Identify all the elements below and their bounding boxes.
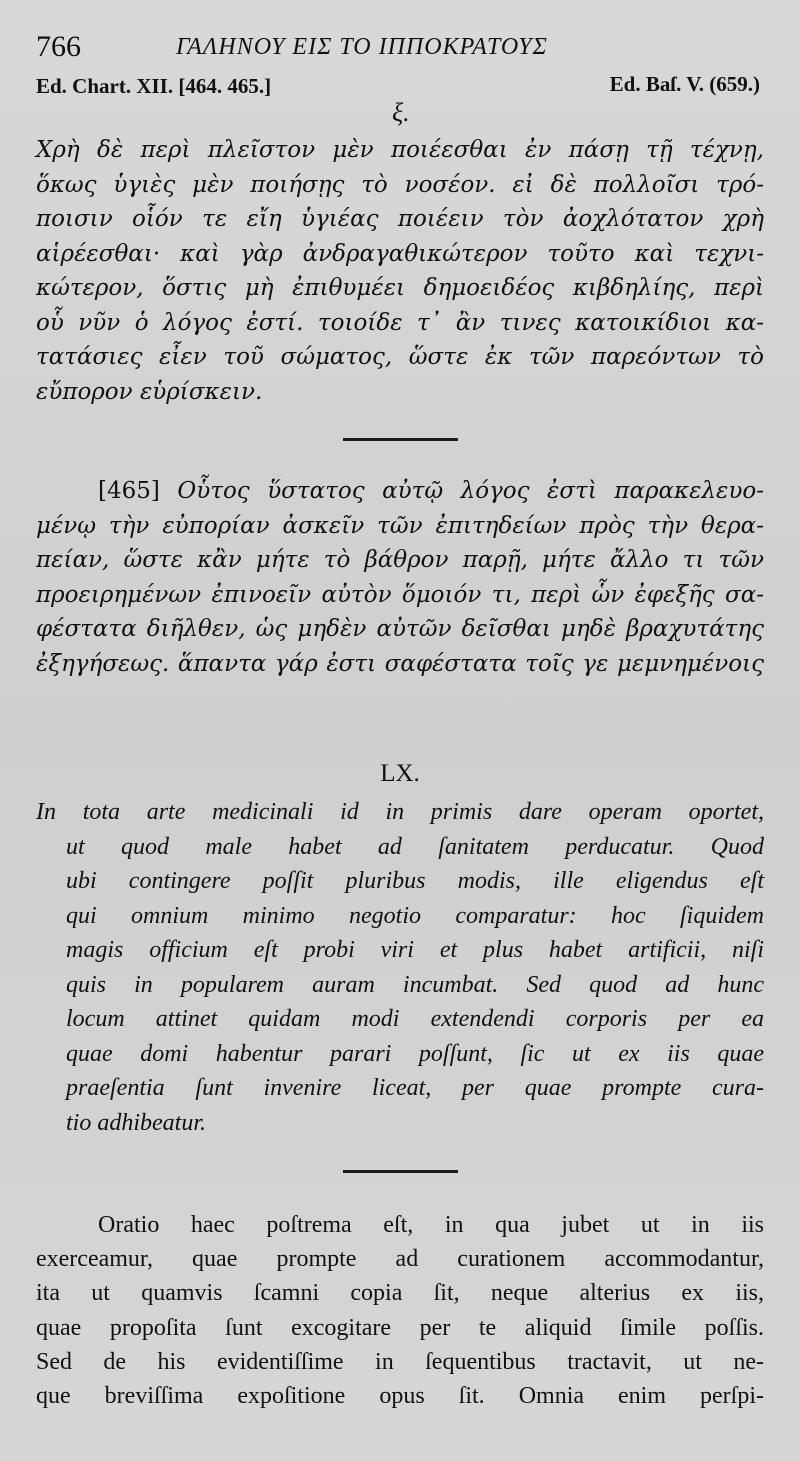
- text-line: tio adhibeatur.: [66, 1109, 207, 1136]
- text-span: Οὗτος ὕστατος αὐτῷ λόγος ἐστὶ παρακελευο-: [177, 478, 765, 504]
- section-divider: [343, 1170, 458, 1173]
- text-line: πείαν, ὥστε κἂν μήτε τὸ βάθρον παρῇ, μήτε ἄλλο τι τῶν: [36, 547, 764, 573]
- section-letter: ξ.: [392, 98, 410, 127]
- text-line: εὔπορον εὑρίσκειν.: [36, 378, 263, 405]
- text-line: προειρημένων ἐπινοεῖν αὐτὸν ὅμοιόν τι, περὶ ὧν ἐφεξῆς σα-: [36, 581, 764, 608]
- text-line: μένῳ τὴν εὐπορίαν ἀσκεῖν τῶν ἐπιτηδείων πρὸς τὴν θερα-: [36, 512, 764, 539]
- text-line: exerceamur, quae prompte ad curationem accommodantur,: [36, 1246, 764, 1273]
- text-line: [36, 474, 764, 509]
- text-line: αἱρέεσθαι· καὶ γὰρ ἀνδραγαθικώτερον τοῦτο καὶ τεχνι-: [36, 240, 764, 267]
- text-line: Oratio haec poſtrema eſt, in qua jubet ut in iis: [98, 1212, 764, 1238]
- text-line: ποισιν οἷόν τε εἴη ὑγιέας ποιέειν τὸν ἀοχλότατον χρὴ: [36, 206, 764, 232]
- greek-commentary: [36, 474, 764, 681]
- latin-translation: [36, 795, 764, 1140]
- text-line: que breviſſima expoſitione opus ſit. Omnia enim perſpi-: [36, 1383, 764, 1410]
- text-line: οὗ νῦν ὁ λόγος ἐστί. τοιοίδε τ᾽ ἂν τινες κατοικίδιοι κα-: [36, 309, 764, 336]
- text-line: qui omnium minimo negotio comparatur: hoc ſiquidem: [66, 902, 764, 929]
- running-title: ΓΑΛΗΝΟΥ ΕΙΣ ΤΟ ΙΠΠΟΚΡΑΤΟΥΣ: [176, 34, 548, 60]
- latin-commentary: [36, 1208, 764, 1413]
- page-marker: [465]: [98, 478, 160, 504]
- text-line: κώτερον, ὅστις μὴ ἐπιθυμέει δημοειδέος κιβδηλίης, περὶ: [36, 275, 764, 301]
- text-line: Χρὴ δὲ περὶ πλεῖστον μὲν ποιέεσθαι ἐν πάσῃ τῇ τέχνῃ,: [36, 137, 764, 163]
- text-line: praeſentia ſunt invenire liceat, per quae prompte cura-: [66, 1075, 764, 1101]
- text-line: ὅκως ὑγιὲς μὲν ποιήσῃς τὸ νοσέον. εἰ δὲ πολλοῖσι τρό-: [36, 171, 764, 198]
- text-line: τατάσιες εἶεν τοῦ σώματος, ὥστε ἐκ τῶν παρεόντων τὸ: [36, 344, 764, 370]
- text-line: quae domi habentur parari poſſunt, ſic ut ex iis quae: [66, 1040, 764, 1067]
- text-line: quae propoſita ſunt excogitare per te aliquid ſimile poſſis.: [36, 1314, 764, 1341]
- text-line: Sed de his evidentiſſime in ſequentibus tractavit, ut ne-: [36, 1348, 764, 1375]
- text-line: locum attinet quidam modi extendendi corporis per ea: [66, 1006, 764, 1032]
- text-line: ita ut quamvis ſcamni copia ſit, neque alterius ex iis,: [36, 1280, 764, 1307]
- greek-aphorism: [36, 133, 764, 409]
- text-line: ἐξηγήσεως. ἅπαντα γάρ ἐστι σαφέστατα τοῖς γε μεμνημένοις: [36, 650, 764, 677]
- edition-reference-right: Ed. Baſ. V. (659.): [609, 72, 760, 96]
- section-divider: [343, 438, 458, 441]
- text-line: φέστατα διῆλθεν, ὡς μηδὲν αὐτῶν δεῖσθαι μηδὲ βραχυτάτης: [36, 616, 764, 642]
- edition-reference-left: Ed. Chart. XII. [464. 465.]: [36, 74, 272, 98]
- section-heading: LX.: [380, 760, 420, 787]
- page-header: [36, 30, 766, 70]
- text-line: quis in popularem auram incumbat. Sed quod ad hunc: [66, 971, 764, 998]
- text-line: In tota arte medicinali id in primis dare operam oportet,: [36, 799, 764, 825]
- text-line: ubi contingere poſſit pluribus modis, ille eligendus eſt: [66, 868, 764, 894]
- page-number: 766: [36, 30, 81, 63]
- text-line: ut quod male habet ad ſanitatem perducatur. Quod: [66, 833, 764, 860]
- text-line: magis officium eſt probi viri et plus habet artificii, niſi: [66, 937, 764, 963]
